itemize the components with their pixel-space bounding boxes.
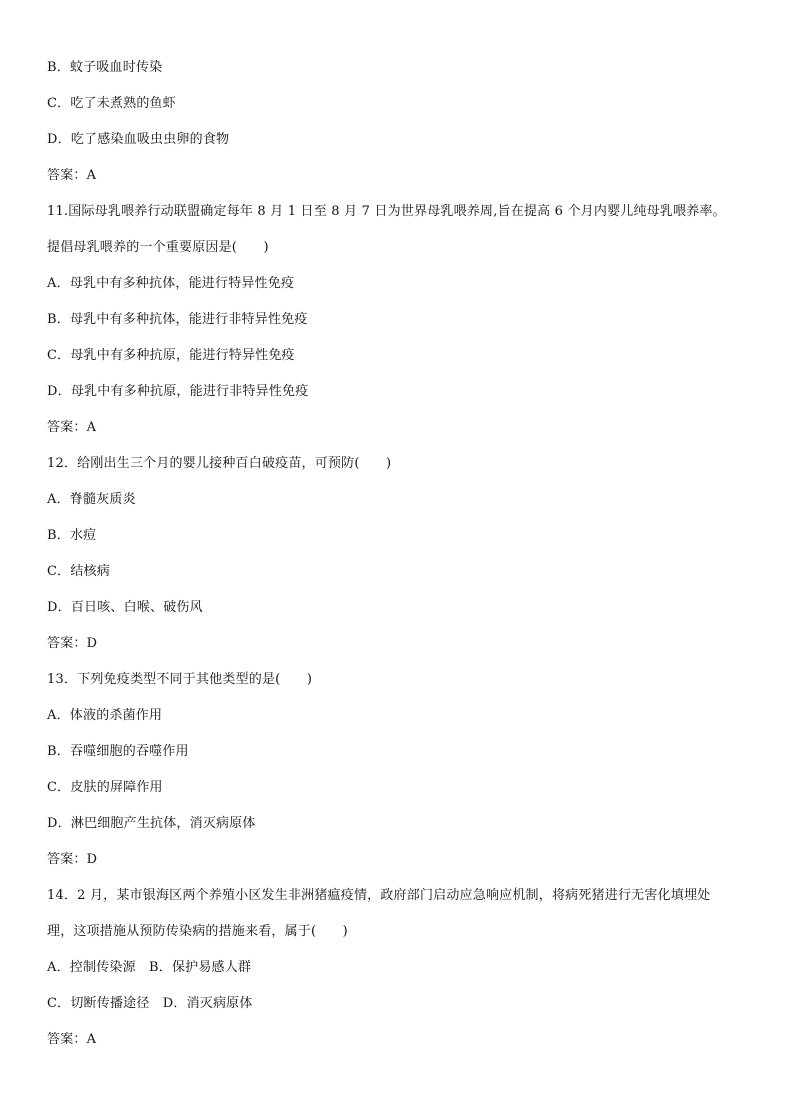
option-a-q13: A．体液的杀菌作用 bbox=[47, 708, 163, 723]
option-b-q10: B．蚊子吸血时传染 bbox=[47, 60, 163, 75]
option-b-q13: B．吞噬细胞的吞噬作用 bbox=[47, 744, 189, 759]
question-11-stem-line2: 提倡母乳喂养的一个重要原因是( ) bbox=[47, 240, 269, 255]
question-12-stem: 12．给刚出生三个月的婴儿接种百白破疫苗，可预防( ) bbox=[47, 456, 392, 471]
option-a-q12: A．脊髓灰质炎 bbox=[47, 492, 136, 507]
answer-q11: 答案：A bbox=[47, 420, 97, 435]
option-d-q13: D．淋巴细胞产生抗体，消灭病原体 bbox=[47, 816, 256, 831]
answer-q13: 答案：D bbox=[47, 852, 98, 867]
option-c-q10: C．吃了未煮熟的鱼虾 bbox=[47, 96, 176, 111]
answer-q12: 答案：D bbox=[47, 636, 98, 651]
question-14-stem-line1: 14．2 月，某市银海区两个养殖小区发生非洲猪瘟疫情，政府部门启动应急响应机制，将病死猪进行无害化填埋处 bbox=[47, 888, 711, 903]
answer-q14: 答案：A bbox=[47, 1032, 97, 1047]
option-a-q11: A．母乳中有多种抗体，能进行特异性免疫 bbox=[47, 276, 295, 291]
question-13-stem: 13．下列免疫类型不同于其他类型的是( ) bbox=[47, 672, 313, 687]
option-d-q12: D．百日咳、白喉、破伤风 bbox=[47, 600, 203, 615]
options-ab-q14: A．控制传染源 B．保护易感人群 bbox=[47, 960, 252, 975]
option-c-q12: C．结核病 bbox=[47, 564, 110, 579]
option-c-q13: C．皮肤的屏障作用 bbox=[47, 780, 163, 795]
options-cd-q14: C．切断传播途径 D．消灭病原体 bbox=[47, 996, 253, 1011]
option-d-q10: D．吃了感染血吸虫虫卵的食物 bbox=[47, 132, 230, 147]
option-b-q12: B．水痘 bbox=[47, 528, 97, 543]
option-b-q11: B．母乳中有多种抗体，能进行非特异性免疫 bbox=[47, 312, 308, 327]
question-14-stem-line2: 理，这项措施从预防传染病的措施来看，属于( ) bbox=[47, 924, 348, 939]
option-c-q11: C．母乳中有多种抗原，能进行特异性免疫 bbox=[47, 348, 295, 363]
answer-q10: 答案：A bbox=[47, 168, 97, 183]
option-d-q11: D．母乳中有多种抗原，能进行非特异性免疫 bbox=[47, 384, 309, 399]
question-11-stem-line1: 11.国际母乳喂养行动联盟确定每年 8 月 1 日至 8 月 7 日为世界母乳喂养周,旨在提高 6 个月内婴儿纯母乳喂养率。 bbox=[47, 204, 726, 219]
